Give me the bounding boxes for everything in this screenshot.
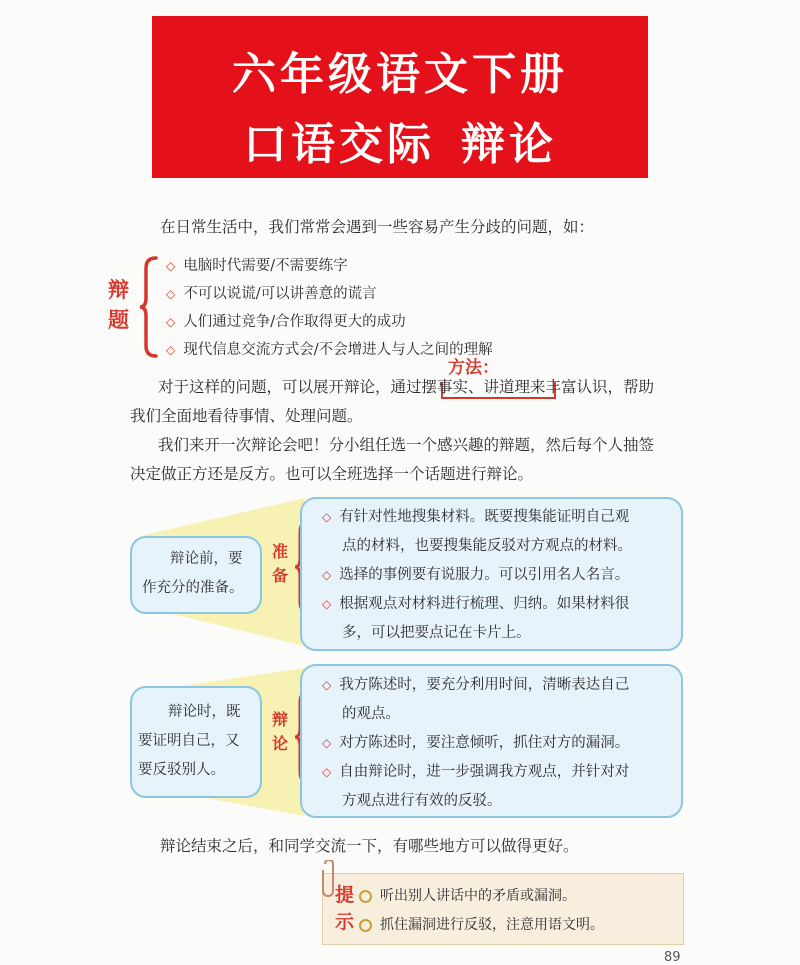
diamond-bullet-icon: ◇ [166,287,176,301]
list-item [322,787,629,816]
ring-bullet-icon [359,890,372,903]
list-item [322,561,632,590]
prepare-label-char: 准 [272,542,289,561]
list-item [166,252,493,280]
paragraph-line: 我们来开一次辩论会吧！分小组任选一个感兴趣的辩题，然后每个人抽签 [158,436,655,454]
prepare-label-char: 备 [272,566,289,585]
debate-text: 我方陈述时，要充分利用时间，清晰表达自己 [339,677,630,693]
paragraph-line: 我们全面地看待事情、处理问题。 [130,407,363,425]
diamond-bullet-icon: ◇ [322,736,332,750]
tip-label [335,882,354,936]
topic-text: 不可以说谎/可以讲善意的谎言 [183,286,377,302]
topics-brace [138,256,160,358]
banner-topic: 辩论 [461,119,557,170]
method-annotation: 方法： [448,358,499,378]
diamond-bullet-icon: ◇ [166,343,176,357]
bubble-line: 辩论前，要 [170,551,243,567]
debate-list [322,671,629,816]
tip-item [359,885,576,905]
ring-bullet-icon [359,919,372,932]
page-number: 89 [664,950,681,965]
bubble-line: 要证明自己，又 [138,733,240,749]
tip-label-char: 示 [335,911,355,933]
banner-title-line1: 六年级语文下册 [232,49,568,100]
list-item [322,503,632,532]
tip-label-char: 提 [335,884,355,906]
list-item [166,336,493,364]
debate-label-char: 辩 [272,710,289,729]
prepare-list [322,503,632,648]
debate-label-char: 论 [272,734,289,753]
topic-text: 人们通过竞争/合作取得更大的成功 [183,314,406,330]
topics-label-char: 题 [108,308,129,332]
diamond-bullet-icon: ◇ [322,568,332,582]
list-item [322,758,629,787]
tip-item [359,914,604,934]
bubble-line: 作充分的准备。 [142,580,244,596]
debate-text: 对方陈述时，要注意倾听，抓住对方的漏洞。 [339,735,630,751]
diamond-bullet-icon: ◇ [322,510,332,524]
list-item [322,700,629,729]
tip-card [322,873,684,945]
bubble-line: 辩论时，既 [168,704,241,720]
intro-paragraph: 在日常生活中，我们常常会遇到一些容易产生分歧的问题，如： [160,218,595,236]
prepare-text: 多，可以把要点记在卡片上。 [342,625,531,641]
diamond-bullet-icon: ◇ [322,597,332,611]
paragraph-three [130,431,690,489]
list-item [166,280,493,308]
prepare-text: 选择的事例要有说服力。可以引用名人名言。 [339,567,630,583]
prepare-text: 点的材料，也要搜集能反驳对方观点的材料。 [342,538,632,554]
tip-text: 听出别人讲话中的矛盾或漏洞。 [380,888,576,904]
prepare-bubble-text [142,545,262,603]
tip-text: 抓住漏洞进行反驳，注意用语文明。 [380,917,604,933]
debate-label [272,708,288,756]
list-item [322,671,629,700]
banner-title-line2 [152,108,648,172]
diamond-bullet-icon: ◇ [166,259,176,273]
title-banner [152,16,648,178]
list-item [322,532,632,561]
closing-paragraph: 辩论结束之后，和同学交流一下，有哪些地方可以做得更好。 [160,837,579,855]
topics-label [108,275,129,335]
prepare-text: 根据观点对材料进行梳理、归纳。如果材料很 [339,596,630,612]
diamond-bullet-icon: ◇ [322,765,332,779]
banner-subtitle: 口语交际 [243,119,435,170]
bubble-line: 要反驳别人。 [138,762,225,778]
list-item [322,619,632,648]
topic-text: 电脑时代需要/不需要练字 [183,258,348,274]
topics-label-char: 辩 [108,278,129,302]
list-item [322,729,629,758]
paragraph-two [130,373,690,431]
debate-text: 方观点进行有效的反驳。 [342,793,502,809]
debate-text: 的观点。 [342,706,400,722]
diamond-bullet-icon: ◇ [322,678,332,692]
prepare-text: 有针对性地搜集材料。既要搜集能证明自己观 [339,509,630,525]
paragraph-line: 对于这样的问题，可以展开辩论，通过摆事实、讲道理来丰富认识，帮助 [158,378,655,396]
diamond-bullet-icon: ◇ [166,315,176,329]
prepare-label [272,540,288,588]
debate-text: 自由辩论时，进一步强调我方观点，并针对对 [339,764,630,780]
topic-text: 现代信息交流方式会/不会增进人与人之间的理解 [183,342,493,358]
topics-list [166,252,493,364]
list-item [322,590,632,619]
paragraph-line: 决定做正方还是反方。也可以全班选择一个话题进行辩论。 [130,465,534,483]
list-item [166,308,493,336]
debate-bubble-text [138,698,262,785]
